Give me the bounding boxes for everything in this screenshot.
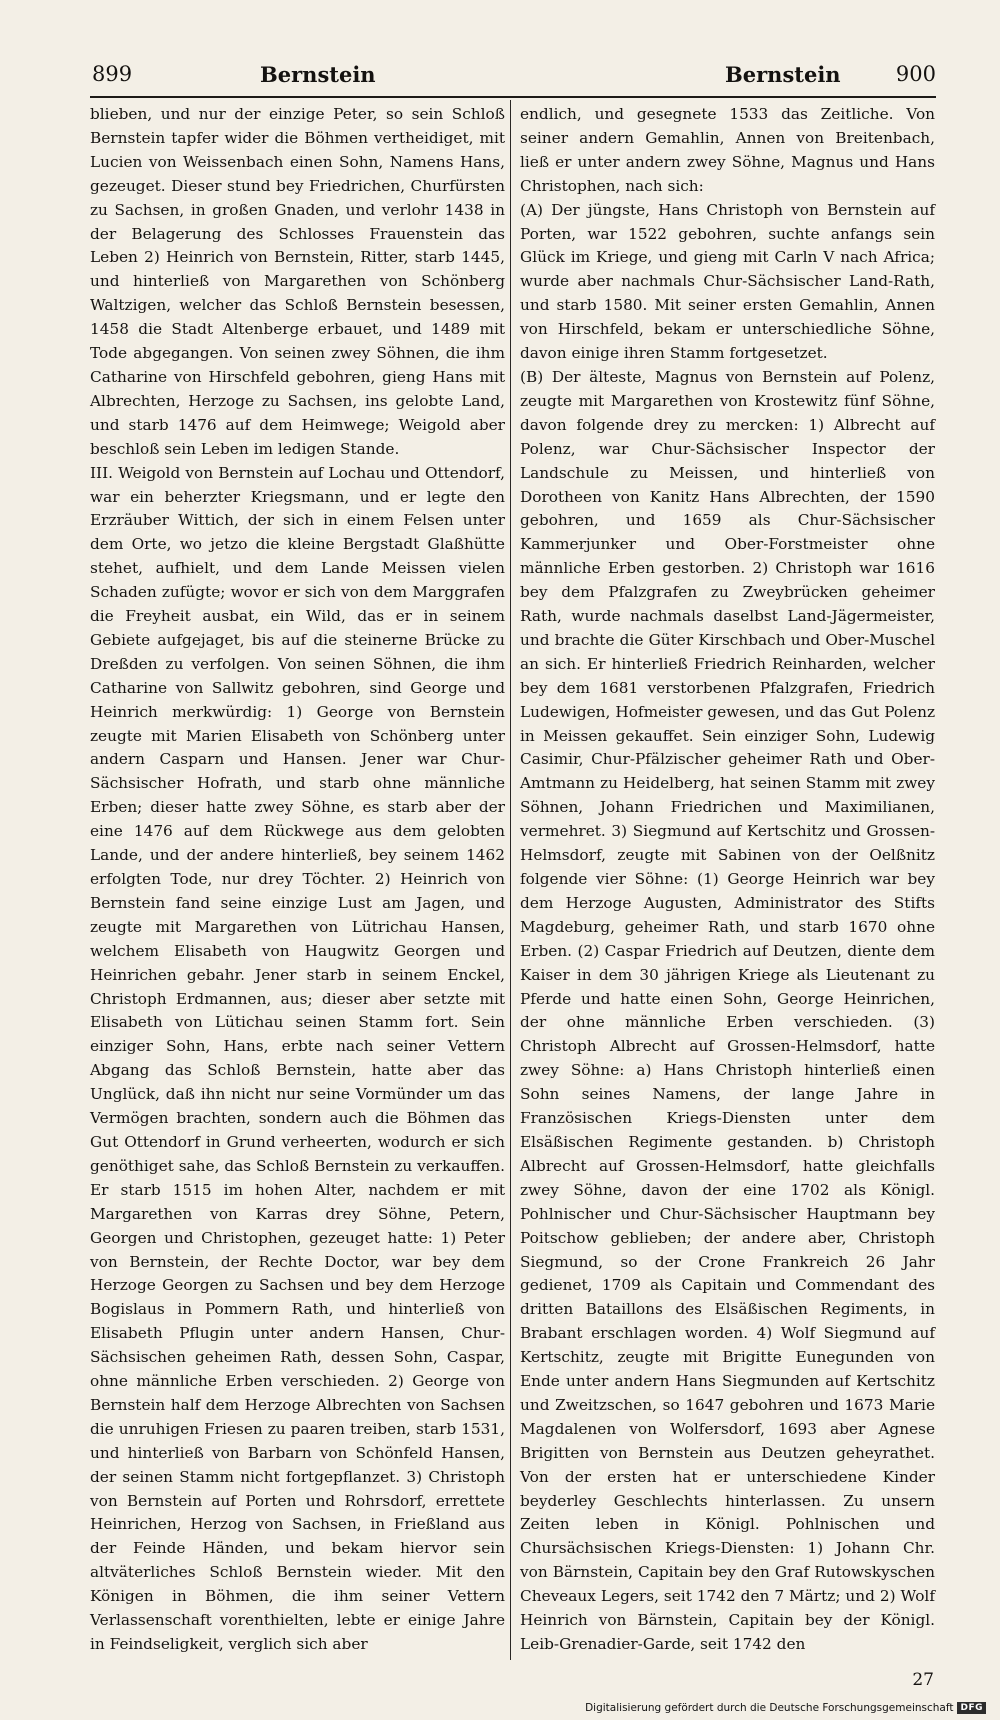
running-head-right: Bernstein: [725, 62, 841, 87]
paragraph: endlich, und gesegnete 1533 das Zeitliche. Von seiner andern Gemahlin, Annen von Breitenbach, ließ er unter andern zwey Söhne, Magnus und Hans Christophen, nach sich:: [520, 105, 940, 195]
paragraph: III. Weigold von Bernstein auf Lochau und Ottendorf, war ein beherzter Kriegsmann, und er legte den Erzräuber Wittich, der sich in einem Felsen unter dem Orte, wo jetzo die kleine Bergstadt Glaßhütte stehet, aufhielt, und dem Lande Meissen vielen Schaden zufügte; wovor er sich von dem Marggrafen die Freyheit ausbat, ein Wild, das er in seinem Gebiete aufgejaget, bis auf die steinerne Brücke zu Dreßden zu verfolgen. Von seinen Söhnen, die ihm Catharine von Sallwitz gebohren, sind George und Heinrich merkwürdig: 1) George von Bernstein zeugte mit Marien Elisabeth von Schönberg unter andern Casparn und Hansen. Jener war Chur-Sächsischer Hofrath, und starb ohne männliche Erben; dieser hatte zwey Söhne, es starb aber der eine 1476 auf dem Rückwege aus dem gelobten Lande, und der andere hinterließ, bey seinem 1462 erfolgten Tode, nur drey Töchter. 2) Heinrich von Bernstein fand seine einzige Lust am Jagen, und zeugte mit Margarethen von Lütrichau Hansen, welchem Elisabeth von Haugwitz Georgen und Heinrichen gebahr. Jener starb in seinem Enckel, Christoph Erdmannen, aus; dieser aber setzte mit Elisabeth von Lütichau seinen Stamm fort. Sein einziger Sohn, Hans, erbte nach seiner Vettern Abgang das Schloß Bernstein, hatte aber das Unglück, daß ihn nicht nur seine Vormünder um das Vermögen brachten, sondern auch die Böhmen das Gut Ottendorf in Grund verheerten, wodurch er sich genöthiget sahe, das Schloß Bernstein zu verkauffen. Er starb 1515 im hohen Alter, nachdem er mit Margarethen von Karras drey Söhne, Petern, Georgen und Christophen, gezeuget hatte: 1) Peter von Bernstein, der Rechte Doctor, war bey dem Herzoge Georgen zu Sachsen und bey dem Herzoge Bogislaus in Pommern Rath, und hinterließ von Elisabeth Pflugin unter andern Hansen, Chur-Sächsischen geheimen Rath, dessen Sohn, Caspar, ohne männliche Erben verschieden. 2) George von Bernstein half dem Herzoge Albrechten von Sachsen die unruhigen Friesen zu paaren treiben, starb 1531, und hinterließ von Barbarn von Schönfeld Hansen, der seinen Stamm nicht fortgepflanzet. 3) Christoph von Bernstein auf Porten und Rohrsdorf, errettete Heinrichen, Herzog von Sachsen, in Frießland aus der Feinde Händen, und bekam hiervor sein altväterliches Schloß Bernstein wieder. Mit den Königen in Böhmen, die ihm seiner Vettern Verlassenschaft vorenthielten, lebte er einige Jahre in Feindseligkeit, verglich sich aber: [90, 463, 510, 1653]
footer-text: Digitalisierung gefördert durch die Deutsche Forschungsgemeinschaft: [585, 1702, 954, 1714]
dfg-logo-icon: DFG: [957, 1702, 986, 1714]
running-header: [90, 62, 936, 92]
header-rule: [90, 96, 936, 98]
right-column: [520, 103, 940, 1663]
paragraph: (B) Der älteste, Magnus von Bernstein auf Polenz, zeugte mit Margarethen von Krostewitz fünf Söhne, davon folgende drey zu mercken: 1) Albrecht auf Polenz, war Chur-Sächsischer Inspector der Landschule zu Meissen, und hinterließ von Dorotheen von Kanitz Hans Albrechten, der 1590 gebohren, und 1659 als Chur-Sächsischer Kammerjunker und Ober-Forstmeister ohne männliche Erben gestorben. 2) Christoph war 1616 bey dem Pfalzgrafen zu Zweybrücken geheimer Rath, wurde nachmals daselbst Land-Jägermeister, und brachte die Güter Kirschbach und Ober-Muschel an sich. Er hinterließ Friedrich Reinharden, welcher bey dem 1681 verstorbenen Pfalzgrafen, Friedrich Ludewigen, Hofmeister gewesen, und das Gut Polenz in Meissen gekauffet. Sein einziger Sohn, Ludewig Casimir, Chur-Pfälzischer geheimer Rath und Ober-Amtmann zu Heidelberg, hat seinen Stamm mit zwey Söhnen, Johann Friedrichen und Maximilianen, vermehret. 3) Siegmund auf Kertschitz und Grossen-Helmsdorf, zeugte mit Sabinen von der Oelßnitz folgende vier Söhne: (1) George Heinrich war bey dem Herzoge Augusten, Administrator des Stifts Magdeburg, geheimer Rath, und starb 1670 ohne Erben. (2) Caspar Friedrich auf Deutzen, diente dem Kaiser in dem 30 jährigen Kriege als Lieutenant zu Pferde und hatte einen Sohn, George Heinrichen, der ohne männliche Erben verschieden. (3) Christoph Albrecht auf Grossen-Helmsdorf, hatte zwey Söhne: a) Hans Christoph hinterließ einen Sohn seines Namens, der lange Jahre in Französischen Kriegs-Diensten unter dem Elsäßischen Regimente gestanden. b) Christoph Albrecht auf Grossen-Helmsdorf, hatte gleichfalls zwey Söhne, davon der eine 1702 als Königl. Pohlnischer und Chur-Sächsischer Hauptmann bey Poitschow geblieben; der andere aber, Christoph Siegmund, so der Crone Frankreich 26 Jahr gedienet, 1709 als Capitain und Commendant des dritten Bataillons des Elsäßischen Regiments, in Brabant erschlagen worden. 4) Wolf Siegmund auf Kertschitz, zeugte mit Brigitte Eunegunden von Ende unter andern Hans Siegmunden auf Kertschitz und Zweitzschen, so 1647 gebohren und 1673 Marie Magdalenen von Wolfersdorf, 1693 aber Agnese Brigitten von Bernstein aus Deutzen geheyrathet. Von der ersten hat er unterschiedene Kinder beyderley Geschlechts hinterlassen. Zu unsern Zeiten leben in Königl. Pohlnischen und Chursächsischen Kriegs-Diensten: 1) Johann Chr. von Bärnstein, Capitain bey den Graf Rutowskyschen Cheveaux Legers, seit 1742 den 7 Märtz; und 2) Wolf Heinrich von Bärnstein, Capitain bey der Königl. Leib-Grenadier-Garde, seit 1742 den: [520, 367, 940, 1653]
left-column: [90, 103, 510, 1663]
catchword: 27: [912, 1670, 934, 1690]
column-divider: [510, 100, 511, 1660]
page-number-left: 899: [92, 62, 133, 86]
running-head-left: Bernstein: [260, 62, 376, 87]
paragraph: blieben, und nur der einzige Peter, so sein Schloß Bernstein tapfer wider die Böhmen vertheidiget, mit Lucien von Weissenbach einen Sohn, Namens Hans, gezeuget. Dieser stund bey Friedrichen, Churfürsten zu Sachsen, in großen Gnaden, und verlohr 1438 in der Belagerung des Schlosses Frauenstein das Leben 2) Heinrich von Bernstein, Ritter, starb 1445, und hinterließ von Margarethen von Schönberg Waltzigen, welcher das Schloß Bernstein besessen, 1458 die Stadt Altenberge erbauet, und 1489 mit Tode abgegangen. Von seinen zwey Söhnen, die ihm Catharine von Hirschfeld gebohren, gieng Hans mit Albrechten, Herzoge zu Sachsen, ins gelobte Land, und starb 1476 auf dem Heimwege; Weigold aber beschloß sein Leben im ledigen Stande.: [90, 105, 510, 458]
paragraph: (A) Der jüngste, Hans Christoph von Bernstein auf Porten, war 1522 gebohren, suchte anfangs sein Glück im Kriege, und gieng mit Carln V nach Africa; wurde aber nachmals Chur-Sächsischer Land-Rath, und starb 1580. Mit seiner ersten Gemahlin, Annen von Hirschfeld, bekam er unterschiedliche Söhne, davon einige ihren Stamm fortgesetzet.: [520, 200, 940, 363]
page-number-right: 900: [895, 62, 936, 86]
digitization-footer: [585, 1702, 986, 1714]
